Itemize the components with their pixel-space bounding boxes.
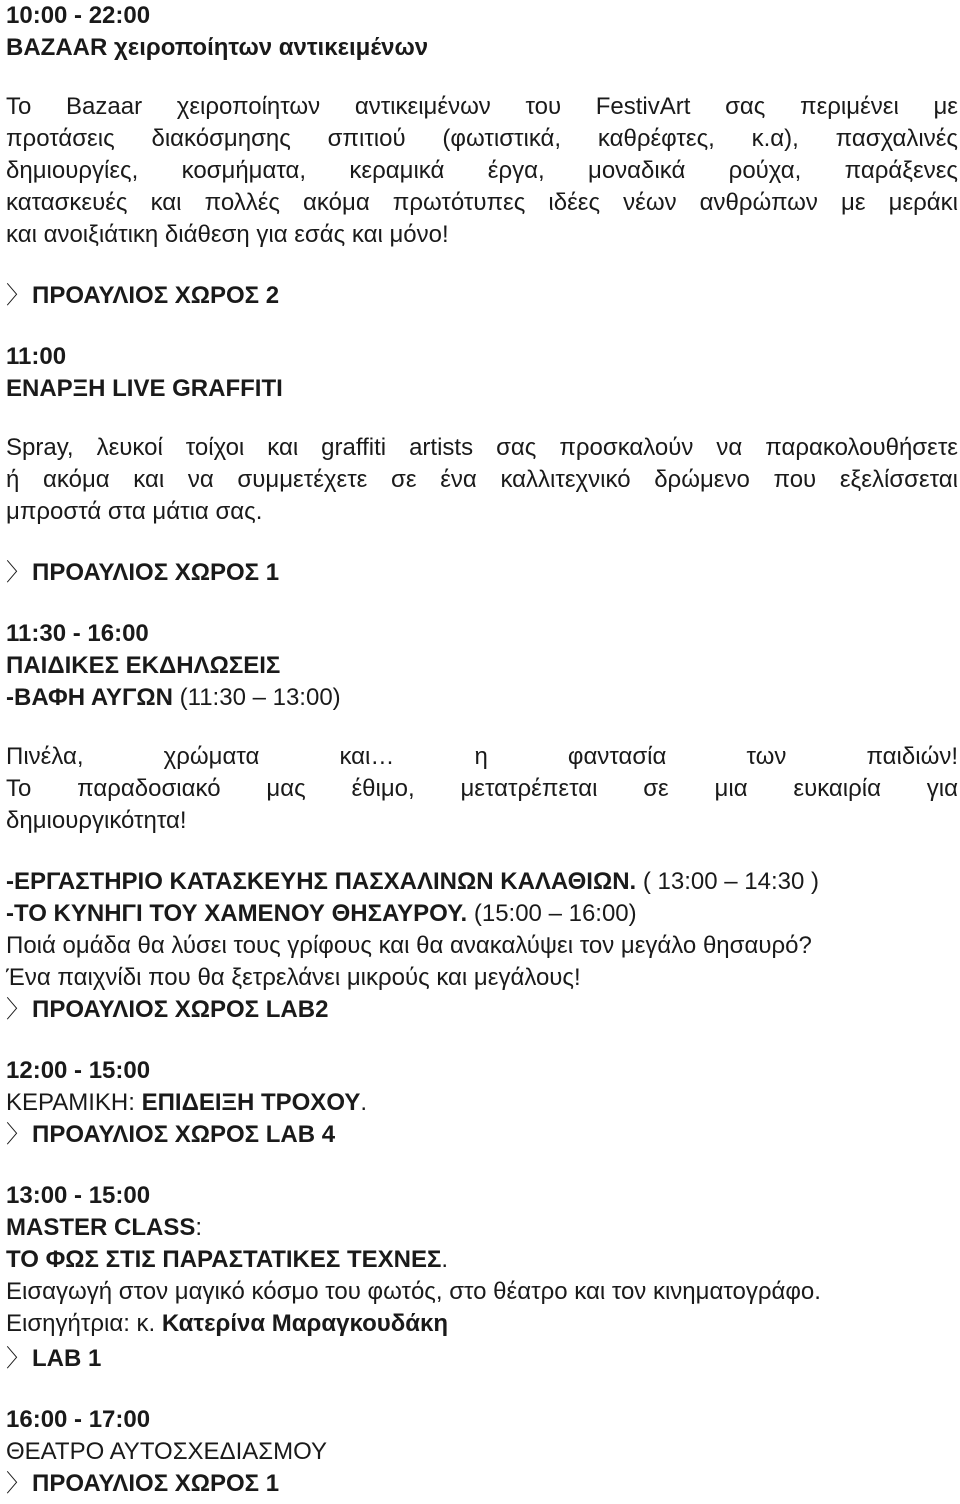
event-desc-line: Εισαγωγή στον μαγικό κόσμο του φωτός, στο θέατρο και τον κινηματογράφο. [6,1278,821,1305]
event-desc-line: μπροστά στα μάτια σας. [6,498,263,525]
event-desc-line: δημιουργικότητα! [6,807,187,834]
speaker-line [6,1308,448,1340]
venue-line [6,557,279,589]
punctuation: . [360,1089,367,1116]
event-title: ΘΕΑΤΡΟ ΑΥΤΟΣΧΕΔΙΑΣΜΟΥ [6,1438,327,1465]
venue-label: ΠΡΟΑΥΛΙΟΣ ΧΩΡΟΣ LAB2 [32,996,329,1023]
chevron-right-icon: 〉 [6,282,30,309]
event-time: 16:00 - 17:00 [6,1406,151,1433]
event-desc-line: Ποιά ομάδα θα λύσει τους γρίφους και θα ανακαλύψει τον μεγάλο θησαυρό? [6,932,812,959]
sub-event-time: (11:30 – 13:00) [172,684,341,711]
event-title: BAZAAR χειροποίητων αντικειμένων [6,34,429,61]
event-desc-line: προτάσεις διακόσμησης σπιτιού (φωτιστικά, καθρέφτες, κ.α), πασχαλινές [6,125,958,152]
event-desc-line: Spray, λευκοί τοίχοι και graffiti artists σας προσκαλούν να παρακολουθήσετε [6,434,958,461]
event-title-line [6,1087,367,1119]
venue-label: ΠΡΟΑΥΛΙΟΣ ΧΩΡΟΣ 2 [32,282,280,309]
sub-event-title: -ΕΡΓΑΣΤΗΡΙΟ ΚΑΤΑΣΚΕΥΗΣ ΠΑΣΧΑΛΙΝΩΝ ΚΑΛΑΘΙΩΝ. [6,868,637,895]
chevron-right-icon: 〉 [6,1345,30,1372]
event-desc-line: κατασκευές και πολλές ακόμα πρωτότυπες ιδέες νέων ανθρώπων με μεράκι [6,189,958,216]
event-label: ΚΕΡΑΜΙΚΗ: [6,1089,142,1116]
event-subtitle-line [6,1244,448,1276]
event-subtitle: ΤΟ ΦΩΣ ΣΤΙΣ ΠΑΡΑΣΤΑΤΙΚΕΣ ΤΕΧΝΕΣ [6,1246,442,1273]
venue-label: ΠΡΟΑΥΛΙΟΣ ΧΩΡΟΣ 1 [32,1470,280,1497]
event-desc-line: Το παραδοσιακό μας έθιμο, μετατρέπεται σε μια ευκαιρία για [6,775,958,802]
chevron-right-icon: 〉 [6,996,30,1023]
speaker-name: Κατερίνα Μαραγκουδάκη [161,1310,449,1337]
event-time: 10:00 - 22:00 [6,2,151,29]
sub-event-time: (15:00 – 16:00) [467,900,637,927]
event-desc-line: Πινέλα, χρώματα και… η φαντασία των παιδιών! [6,743,958,770]
punctuation: : [195,1214,203,1241]
sub-event [6,682,341,714]
event-desc-line: Το Bazaar χειροποίητων αντικειμένων του FestivArt σας περιμένει με [6,93,958,120]
venue-label: ΠΡΟΑΥΛΙΟΣ ΧΩΡΟΣ LAB 4 [32,1121,336,1148]
event-time: 11:00 [6,343,67,370]
punctuation: . [441,1246,449,1273]
event-title: MASTER CLASS [6,1214,196,1241]
event-desc-line: ή ακόμα και να συμμετέχετε σε ένα καλλιτεχνικό δρώμενο που εξελίσσεται [6,466,958,493]
venue-line [6,1468,279,1500]
sub-event [6,898,637,930]
event-time: 11:30 - 16:00 [6,620,149,647]
event-time: 13:00 - 15:00 [6,1182,151,1209]
chevron-right-icon: 〉 [6,559,30,586]
chevron-right-icon: 〉 [6,1470,30,1497]
chevron-right-icon: 〉 [6,1121,30,1148]
event-desc-line: Ένα παιχνίδι που θα ξετρελάνει μικρούς και μεγάλους! [6,964,581,991]
event-title-line [6,1212,202,1244]
event-title: ΕΝΑΡΞΗ LIVE GRAFFITI [6,375,283,402]
venue-line [6,994,328,1026]
sub-event-title: -ΒΑΦΗ ΑΥΓΩΝ [6,684,173,711]
event-title: ΕΠΙΔΕΙΞΗ ΤΡΟΧΟΥ [141,1089,361,1116]
event-time: 12:00 - 15:00 [6,1057,151,1084]
venue-line [6,1119,335,1151]
sub-event-title: -ΤΟ ΚΥΝΗΓΙ ΤΟΥ ΧΑΜΕΝΟΥ ΘΗΣΑΥΡΟΥ. [6,900,468,927]
venue-line [6,1343,101,1375]
sub-event [6,866,819,898]
venue-label: LAB 1 [32,1345,102,1372]
venue-line [6,280,279,312]
venue-label: ΠΡΟΑΥΛΙΟΣ ΧΩΡΟΣ 1 [32,559,280,586]
event-desc-line: και ανοιξιάτικη διάθεση για εσάς και μόνο! [6,221,449,248]
event-title: ΠΑΙΔΙΚΕΣ ΕΚΔΗΛΩΣΕΙΣ [6,652,281,679]
event-desc-line: δημιουργίες, κοσμήματα, κεραμικά έργα, μοναδικά ρούχα, παράξενες [6,157,958,184]
speaker-label: Εισηγήτρια: κ. [6,1310,162,1337]
sub-event-time: ( 13:00 – 14:30 ) [636,868,819,895]
